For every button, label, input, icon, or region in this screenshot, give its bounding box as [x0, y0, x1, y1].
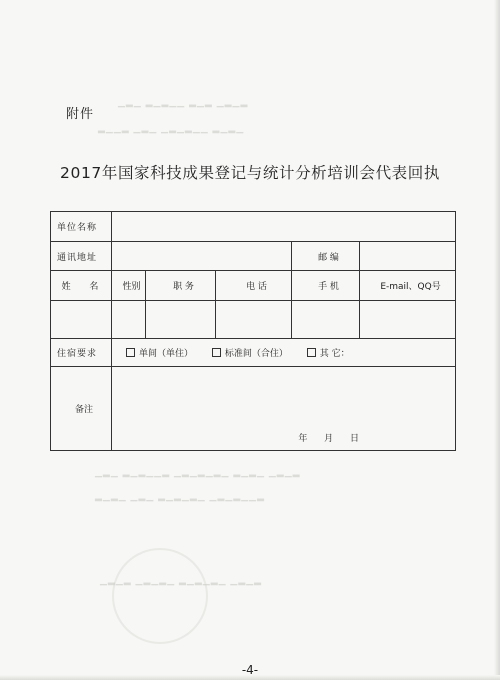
- address-row: [51, 242, 456, 271]
- attendee-mobile-field[interactable]: [292, 301, 360, 339]
- postcode-field[interactable]: [360, 242, 456, 271]
- other-option[interactable]: [307, 349, 350, 359]
- registration-form: [50, 211, 456, 451]
- single-room-option[interactable]: [126, 349, 193, 359]
- page-title: 2017年国家科技成果登记与统计分析培训会代表回执: [60, 164, 440, 182]
- postcode-label: 邮 编: [292, 242, 360, 271]
- attendee-phone-field[interactable]: [216, 301, 292, 339]
- bleed-through-text: ▁▂▁▂ ▁▂▁▂▁ ▂▁▂▁▂▁ ▁▂▁▂: [100, 576, 263, 586]
- bleed-through-text: ▂▁▁▂ ▁▂▁ ▁▂▁▂▁▁ ▂▁▂▁: [98, 124, 245, 134]
- attendee-name-field[interactable]: [51, 301, 112, 339]
- single-room-label: 单间（单住）: [139, 349, 194, 359]
- col-email-qq-header: E-mail、QQ号: [360, 271, 456, 301]
- attendee-email-qq-field[interactable]: [360, 301, 456, 339]
- attendee-entry-row: [51, 301, 456, 339]
- checkbox-icon[interactable]: [126, 348, 135, 357]
- standard-room-label: 标准间（合住）: [224, 349, 288, 359]
- unit-name-row: [51, 212, 456, 242]
- accommodation-label: 住宿要求: [51, 339, 112, 367]
- page-number: -4-: [241, 663, 259, 677]
- attendee-gender-field[interactable]: [112, 301, 146, 339]
- col-phone-header: 电 话: [216, 271, 292, 301]
- remarks-label: 备注: [51, 367, 112, 451]
- unit-name-field[interactable]: [112, 212, 456, 242]
- faint-seal-imprint: [112, 548, 208, 644]
- address-label: 通讯地址: [51, 242, 112, 271]
- accommodation-options: [112, 339, 456, 367]
- bleed-through-text: ▂▁▂▁ ▁▂▁ ▂▁▂▁▂▁ ▁▂▁▂▁▁▂: [95, 492, 266, 502]
- col-name-header: 姓 名: [51, 271, 112, 301]
- standard-room-option[interactable]: [212, 349, 288, 359]
- col-mobile-header: 手 机: [292, 271, 360, 301]
- col-gender-header: 性别: [112, 271, 146, 301]
- accommodation-row: [51, 339, 456, 367]
- address-field[interactable]: [112, 242, 292, 271]
- attendee-position-field[interactable]: [146, 301, 216, 339]
- remarks-field[interactable]: [112, 367, 456, 451]
- attendee-header-row: [51, 271, 456, 301]
- checkbox-icon[interactable]: [307, 348, 316, 357]
- unit-name-label: 单位名称: [51, 212, 112, 242]
- remarks-row: [51, 367, 456, 451]
- page-edge-shadow: [494, 0, 500, 680]
- attachment-label: 附件: [66, 107, 95, 122]
- other-label: 其 它：: [319, 349, 350, 359]
- checkbox-icon[interactable]: [212, 348, 221, 357]
- bleed-through-text: ▁▂▁ ▂▁▂▁▁ ▂▁▂ ▁▂▁▂: [118, 98, 249, 108]
- bleed-through-text: ▁▂▁ ▂▁▂▁▁▂ ▁▂▁▂▁▂▁ ▂▁▂▁ ▁▂▁▂: [95, 468, 301, 478]
- col-position-header: 职 务: [146, 271, 216, 301]
- date-line: 年 月 日: [298, 434, 360, 444]
